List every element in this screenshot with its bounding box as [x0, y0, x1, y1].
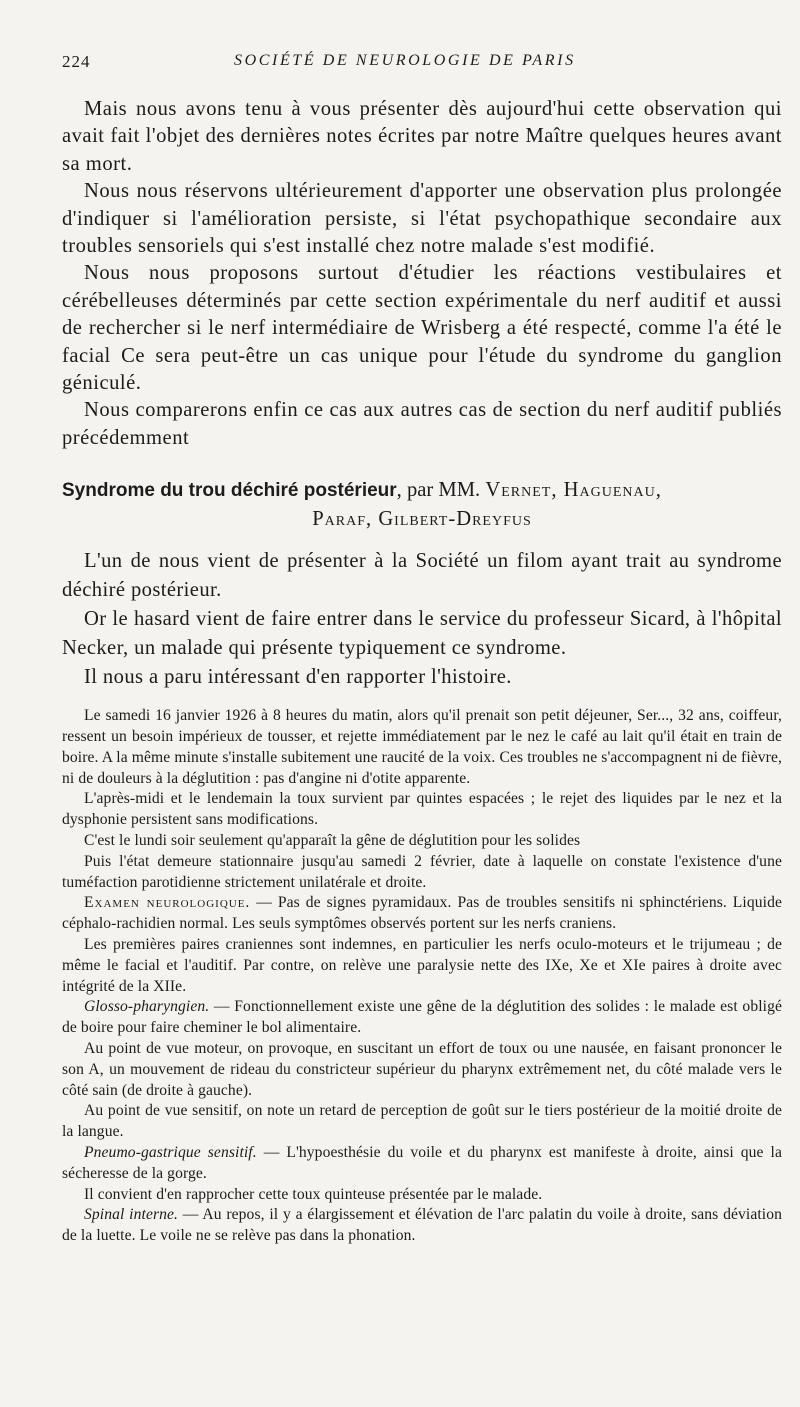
article-paragraph: Or le hasard vient de faire entrer dans le service du professeur Sicard, à l'hôpital Necker, un malade qui présente typiquement ce syndrome.: [62, 608, 782, 660]
observation-paragraph: L'après-midi et le lendemain la toux survient par quintes espacées ; le rejet des liquides par le nez et la dysphonie persistent sans modifications.: [62, 790, 782, 829]
observation-paragraph: C'est le lundi soir seulement qu'apparaît la gêne de déglutition pour les solides: [84, 832, 581, 850]
observation-paragraph: Au point de vue moteur, on provoque, en suscitant un effort de toux ou une nausée, en faisant prononcer le son A, un mouvement de rideau du constricteur supérieur du pharynx extrêmement net, du côté malade vers le côté sain (de droite à gauche).: [62, 1040, 782, 1099]
article-authors-2: Paraf, Gilbert-Dreyfus: [312, 508, 532, 531]
section-lead: Spinal interne.: [84, 1206, 179, 1224]
intro-paragraph: Mais nous avons tenu à vous présenter dès aujourd'hui cette observation qui avait fait l'objet des dernières notes écrites par notre Maître quelques heures avant sa mort.: [62, 98, 782, 175]
observation-paragraph: Spinal interne. — Au repos, il y a élargissement et élévation de l'arc palatin du voile à droite, sans déviation de la luette. Le voile ne se relève pas dans la phonation.: [62, 1206, 782, 1245]
intro-paragraph: Nous comparerons enfin ce cas aux autres cas de section du nerf auditif publiés précédemment: [62, 399, 782, 449]
observation-paragraph: Examen neurologique. — Pas de signes pyramidaux. Pas de troubles sensitifs ni sphinctériens. Liquide céphalo-rachidien normal. Les seuls symptômes observés portent sur les nerfs craniens.: [62, 894, 782, 933]
page-number: 224: [62, 52, 91, 71]
article-byline: , par MM.: [396, 479, 481, 502]
book-page: [62, 52, 782, 1247]
article-paragraph: Il nous a paru intéressant d'en rapporter l'histoire.: [84, 666, 512, 689]
observation-section: [62, 706, 782, 1247]
article-paragraph: L'un de nous vient de présenter à la Société un filom ayant trait au syndrome déchiré postérieur.: [62, 550, 782, 602]
article-intro: [62, 547, 782, 692]
section-lead: Examen neurologique.: [84, 894, 251, 912]
observation-paragraph: Au point de vue sensitif, on note un retard de perception de goût sur le tiers postérieur de la moitié droite de la langue.: [62, 1102, 782, 1141]
section-lead: Pneumo-gastrique sensitif.: [84, 1144, 257, 1162]
running-header: [62, 52, 782, 82]
running-title: SOCIÉTÉ DE NEUROLOGIE DE PARIS: [234, 52, 576, 69]
observation-paragraph: Les premières paires craniennes sont indemnes, en particulier les nerfs oculo-moteurs et le trijumeau ; de même le facial et l'auditif. Par contre, on relève une paralysie nette des IXe, Xe et XIe paires à droite avec intégrité de la XIIe.: [62, 936, 782, 995]
article-authors-1: Vernet, Haguenau,: [485, 479, 662, 502]
observation-paragraph: Puis l'état demeure stationnaire jusqu'au samedi 2 février, date à laquelle on constate l'existence d'une tuméfaction parotidienne strictement unilatérale et droite.: [62, 852, 782, 891]
observation-paragraph: Il convient d'en rapprocher cette toux quinteuse présentée par le malade.: [84, 1185, 543, 1203]
article-title: Syndrome du trou déchiré postérieur: [62, 480, 397, 502]
observation-paragraph: Le samedi 16 janvier 1926 à 8 heures du matin, alors qu'il prenait son petit déjeuner, Ser..., 32 ans, coiffeur, ressent un besoin impérieux de tousser, et rejette immédiatement par le nez le café au lait qu'il était en train de boire. A la même minute s'installe subitement une raucité de la voix. Ces troubles ne s'accompagnent ni de fièvre, ni de douleurs à la déglutition : pas d'angine ni d'otite apparente.: [62, 707, 782, 787]
observation-paragraph: Pneumo-gastrique sensitif. — L'hypoesthésie du voile et du pharynx est manifeste à droite, ainsi que la sécheresse de la gorge.: [62, 1144, 782, 1182]
observation-paragraph: Glosso-pharyngien. — Fonctionnellement existe une gêne de la déglutition des solides : le malade est obligé de boire pour faire cheminer le bol alimentaire.: [62, 998, 782, 1037]
intro-section: [62, 96, 782, 452]
intro-paragraph: Nous nous réservons ultérieurement d'apporter une observation plus prolongée d'indiquer si l'amélioration persiste, si l'état psychopathique secondaire aux troubles sensoriels qui s'est installé chez notre malade s'est modifié.: [62, 180, 782, 258]
section-lead: Glosso-pharyngien.: [84, 998, 210, 1016]
intro-paragraph: Nous nous proposons surtout d'étudier les réactions vestibulaires et cérébelleuses déterminés par cette section expérimentale du nerf auditif et aussi de rechercher si le nerf intermédiaire de Wrisberg a été respecté, comme l'a été le facial Ce sera peut-être un cas unique pour l'étude du syndrome du ganglion géniculé.: [62, 262, 782, 395]
article-heading: [62, 476, 782, 533]
